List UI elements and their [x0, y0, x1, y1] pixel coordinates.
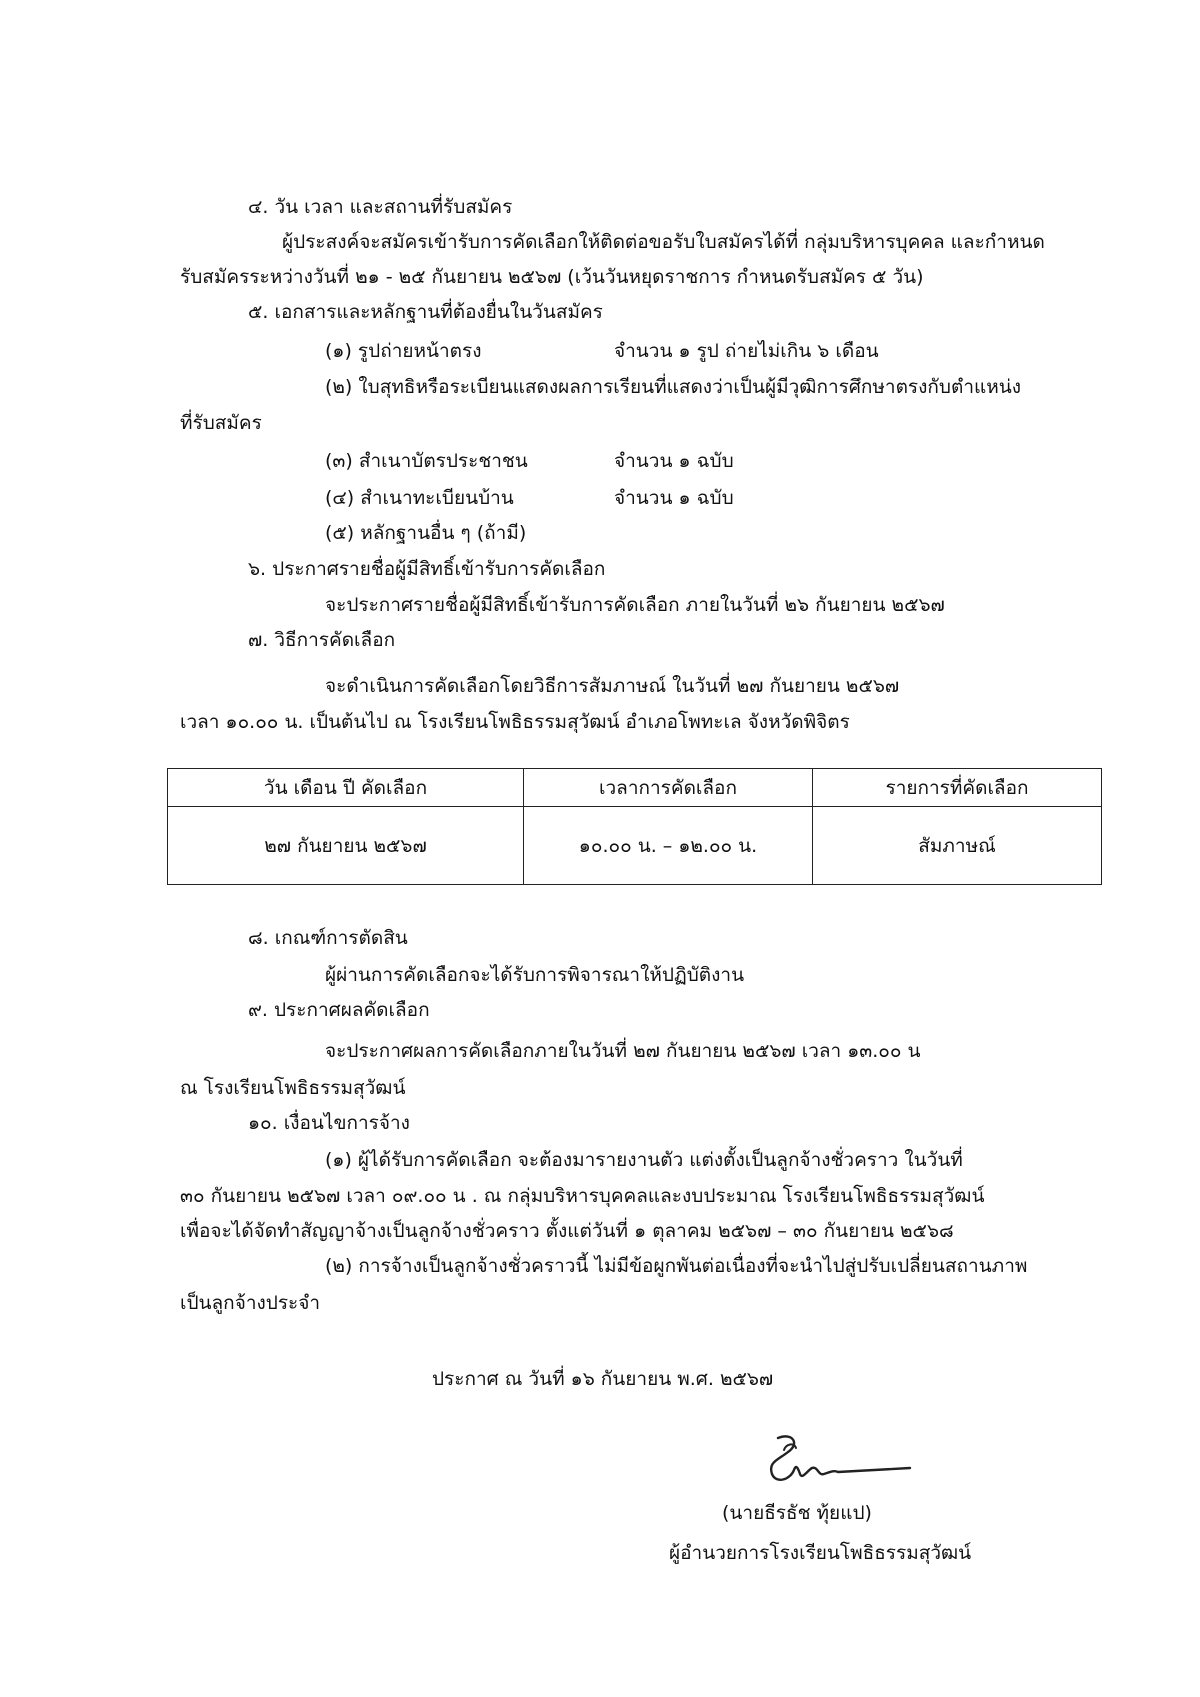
- signer-name: (นายธีรธัช ทุ้ยแป): [722, 1502, 872, 1524]
- table-header-row: [168, 769, 1102, 807]
- section-9-heading: ๙. ประกาศผลคัดเลือก: [248, 999, 430, 1021]
- signature-image: [738, 1430, 918, 1490]
- table-row: [168, 807, 1102, 885]
- signer-position: ผู้อำนวยการโรงเรียนโพธิธรรมสุวัฒน์: [669, 1542, 972, 1564]
- condition-1-line-2: ๓๐ กันยายน ๒๕๖๗ เวลา ๐๙.๐๐ น . ณ กลุ่มบริหารบุคคลและงบประมาณ โรงเรียนโพธิธรรมสุวัฒน์: [180, 1185, 985, 1207]
- table-cell-date: ๒๗ กันยายน ๒๕๖๗: [168, 807, 524, 885]
- doc-item-5: (๕) หลักฐานอื่น ๆ (ถ้ามี): [325, 522, 527, 544]
- section-6-heading: ๖. ประกาศรายชื่อผู้มีสิทธิ์เข้ารับการคัดเลือก: [248, 558, 606, 580]
- table-header-item: รายการที่คัดเลือก: [813, 769, 1102, 807]
- table-cell-time: ๑๐.๐๐ น. – ๑๒.๐๐ น.: [524, 807, 813, 885]
- section-7-heading: ๗. วิธีการคัดเลือก: [248, 629, 396, 651]
- table-cell-item: สัมภาษณ์: [813, 807, 1102, 885]
- doc-item-3-detail: จำนวน ๑ ฉบับ: [614, 450, 734, 472]
- section-9-paragraph-line-2: ณ โรงเรียนโพธิธรรมสุวัฒน์: [180, 1077, 406, 1099]
- doc-item-4-label: (๔) สำเนาทะเบียนบ้าน: [325, 487, 514, 509]
- section-8-paragraph: ผู้ผ่านการคัดเลือกจะได้รับการพิจารณาให้ปฏิบัติงาน: [325, 964, 745, 986]
- selection-schedule-table: [167, 768, 1102, 885]
- doc-item-1-label: (๑) รูปถ่ายหน้าตรง: [325, 340, 482, 362]
- section-10-heading: ๑๐. เงื่อนไขการจ้าง: [248, 1112, 410, 1134]
- section-8-heading: ๘. เกณฑ์การตัดสิน: [248, 927, 408, 949]
- section-4-paragraph-line-1: ผู้ประสงค์จะสมัครเข้ารับการคัดเลือกให้ติดต่อขอรับใบสมัครได้ที่ กลุ่มบริหารบุคคล และกำหนด: [282, 231, 1045, 253]
- doc-item-4-detail: จำนวน ๑ ฉบับ: [614, 487, 734, 509]
- doc-item-1-detail: จำนวน ๑ รูป ถ่ายไม่เกิน ๖ เดือน: [614, 340, 879, 362]
- condition-1-line-3: เพื่อจะได้จัดทำสัญญาจ้างเป็นลูกจ้างชั่วคราว ตั้งแต่วันที่ ๑ ตุลาคม ๒๕๖๗ – ๓๐ กันยายน ๒๕๖๘: [180, 1220, 954, 1242]
- table-header-time: เวลาการคัดเลือก: [524, 769, 813, 807]
- section-6-paragraph: จะประกาศรายชื่อผู้มีสิทธิ์เข้ารับการคัดเลือก ภายในวันที่ ๒๖ กันยายน ๒๕๖๗: [325, 594, 945, 616]
- condition-1-line-1: (๑) ผู้ได้รับการคัดเลือก จะต้องมารายงานตัว แต่งตั้งเป็นลูกจ้างชั่วคราว ในวันที่: [325, 1149, 963, 1171]
- condition-2-line-1: (๒) การจ้างเป็นลูกจ้างชั่วคราวนี้ ไม่มีข้อผูกพันต่อเนื่องที่จะนำไปสู่ปรับเปลี่ยนสถานภาพ: [325, 1255, 1028, 1277]
- doc-item-2-line-2: ที่รับสมัคร: [180, 412, 262, 434]
- section-4-paragraph-line-2: รับสมัครระหว่างวันที่ ๒๑ - ๒๕ กันยายน ๒๕๖๗ (เว้นวันหยุดราชการ กำหนดรับสมัคร ๕ วัน): [180, 266, 924, 288]
- section-9-paragraph-line-1: จะประกาศผลการคัดเลือกภายในวันที่ ๒๗ กันยายน ๒๕๖๗ เวลา ๑๓.๐๐ น: [325, 1040, 921, 1062]
- table-header-date: วัน เดือน ปี คัดเลือก: [168, 769, 524, 807]
- section-5-heading: ๕. เอกสารและหลักฐานที่ต้องยื่นในวันสมัคร: [248, 301, 603, 323]
- doc-item-3-label: (๓) สำเนาบัตรประชาชน: [325, 450, 528, 472]
- announcement-date: ประกาศ ณ วันที่ ๑๖ กันยายน พ.ศ. ๒๕๖๗: [432, 1368, 774, 1390]
- doc-item-2-line-1: (๒) ใบสุทธิหรือระเบียนแสดงผลการเรียนที่แสดงว่าเป็นผู้มีวุฒิการศึกษาตรงกับตำแหน่ง: [325, 376, 1022, 398]
- section-4-heading: ๔. วัน เวลา และสถานที่รับสมัคร: [248, 196, 513, 218]
- section-7-paragraph-line-2: เวลา ๑๐.๐๐ น. เป็นต้นไป ณ โรงเรียนโพธิธรรมสุวัฒน์ อำเภอโพทะเล จังหวัดพิจิตร: [180, 711, 850, 733]
- condition-2-line-2: เป็นลูกจ้างประจำ: [180, 1292, 321, 1314]
- section-7-paragraph-line-1: จะดำเนินการคัดเลือกโดยวิธีการสัมภาษณ์ ในวันที่ ๒๗ กันยายน ๒๕๖๗: [325, 675, 900, 697]
